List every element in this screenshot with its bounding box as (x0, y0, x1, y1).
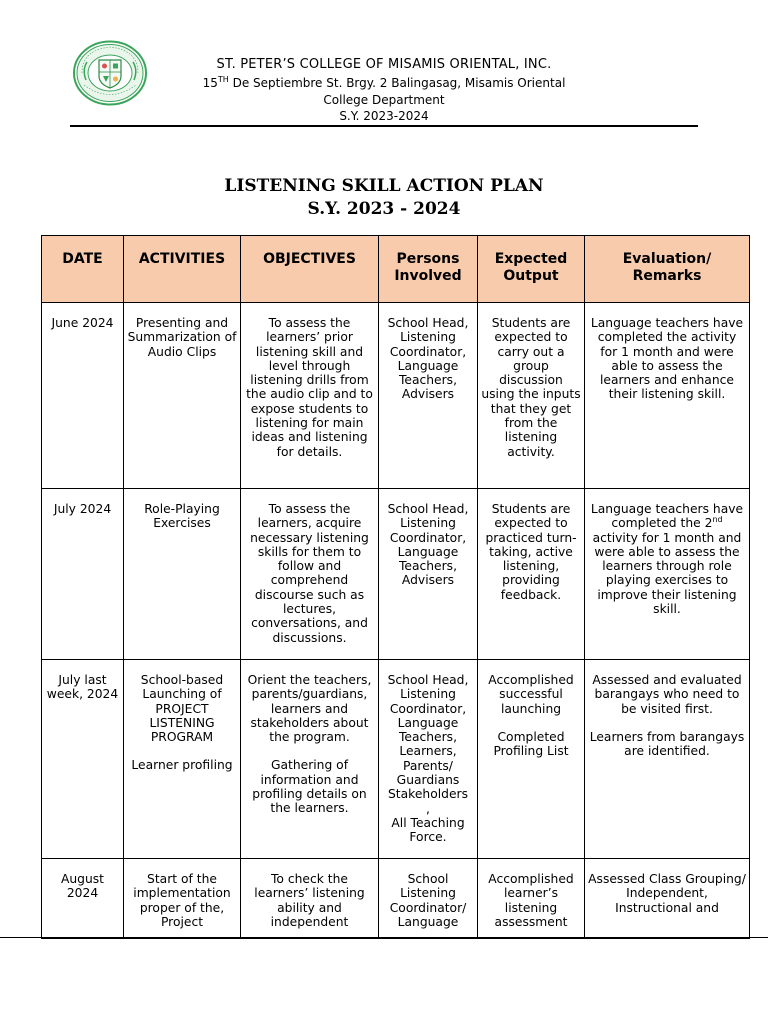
cell-activities: Role-Playing Exercises (124, 489, 241, 660)
cell-objectives: To assess the learners’ prior listening skill and level through listening drills from the audio clip and to expose students to listening for main ideas and listening for details. (241, 303, 379, 489)
cell-remarks: Assessed Class Grouping/ Independent, Instructional and (585, 859, 750, 939)
column-header-date: DATE (42, 236, 124, 303)
address-superscript: TH (217, 75, 229, 84)
cell-objectives (241, 660, 379, 859)
cell-objectives: To check the learners’ listening ability and independent (241, 859, 379, 939)
remarks-text: activity for 1 month and were able to assess the learners through role playing exercises to improve their listening skill. (592, 530, 742, 617)
table-row (42, 303, 750, 489)
cell-output: Students are expected to carry out a group discussion using the inputs that they get from the listening activity. (478, 303, 585, 489)
school-address (150, 75, 618, 91)
cell-output (478, 660, 585, 859)
column-header-objectives: OBJECTIVES (241, 236, 379, 303)
cell-activities: Start of the implementation proper of the, Project (124, 859, 241, 939)
cell-date: July last week, 2024 (42, 660, 124, 859)
header-divider (70, 125, 698, 127)
table-row (42, 859, 750, 939)
persons-text: School Head, Listening Coordinator, Language Teachers, Learners, Parents/ Guardians Stakeholders (387, 673, 469, 802)
document-subtitle: S.Y. 2023 - 2024 (307, 199, 461, 219)
objective-text: Orient the teachers, parents/guardians, learners and stakeholders about the program. (247, 673, 372, 745)
output-text: Completed Profiling List (493, 729, 569, 759)
column-header-persons: Persons Involved (379, 236, 478, 303)
table-header-row (42, 236, 750, 303)
cell-activities: Presenting and Summarization of Audio Clips (124, 303, 241, 489)
header-school-year: S.Y. 2023-2024 (339, 109, 429, 123)
cell-remarks (585, 489, 750, 660)
cell-date: June 2024 (42, 303, 124, 489)
activity-text: School-based Launching of PROJECT LISTENING PROGRAM (140, 673, 224, 745)
cell-date: July 2024 (42, 489, 124, 660)
remarks-text: Language teachers have completed the 2 (590, 502, 744, 531)
school-seal-logo (72, 40, 148, 106)
remarks-text: Assessed and evaluated barangays who need to be visited first. (592, 673, 742, 716)
column-header-activities: ACTIVITIES (124, 236, 241, 303)
cell-remarks (585, 660, 750, 859)
cell-persons (379, 660, 478, 859)
persons-text: All Teaching Force. (391, 815, 465, 845)
cell-output: Accomplished learner’s listening assessment (478, 859, 585, 939)
cell-date: August 2024 (42, 859, 124, 939)
table-row (42, 660, 750, 859)
objective-text: Gathering of information and profiling details on the learners. (252, 758, 367, 816)
page-bottom-edge (0, 937, 768, 938)
cell-persons: School Head, Listening Coordinator, Language Teachers, Advisers (379, 489, 478, 660)
activity-text: Learner profiling (131, 758, 233, 773)
department-name: College Department (323, 93, 445, 107)
persons-text: , (426, 801, 430, 816)
column-header-output: Expected Output (478, 236, 585, 303)
address-number: 15 (202, 76, 218, 90)
cell-activities (124, 660, 241, 859)
document-title: LISTENING SKILL ACTION PLAN (224, 176, 544, 196)
cell-persons: School Head, Listening Coordinator, Language Teachers, Advisers (379, 303, 478, 489)
output-text: Accomplished successful launching (488, 673, 574, 716)
table-row (42, 489, 750, 660)
remarks-superscript: nd (712, 515, 723, 525)
cell-remarks: Language teachers have completed the activity for 1 month and were able to assess the learners and enhance their listening skill. (585, 303, 750, 489)
remarks-text: Learners from barangays are identified. (589, 729, 745, 759)
action-plan-table (41, 235, 750, 939)
cell-output: Students are expected to practiced turn-taking, active listening, providing feedback. (478, 489, 585, 660)
cell-persons: School Listening Coordinator/ Language (379, 859, 478, 939)
cell-objectives: To assess the learners, acquire necessary listening skills for them to follow and comprehend discourse such as lectures, conversations, and discussions. (241, 489, 379, 660)
school-name: ST. PETER’S COLLEGE OF MISAMIS ORIENTAL, INC. (216, 57, 552, 72)
address-text: De Septiembre St. Brgy. 2 Balingasag, Misamis Oriental (228, 76, 566, 90)
column-header-remarks: Evaluation/ Remarks (585, 236, 750, 303)
